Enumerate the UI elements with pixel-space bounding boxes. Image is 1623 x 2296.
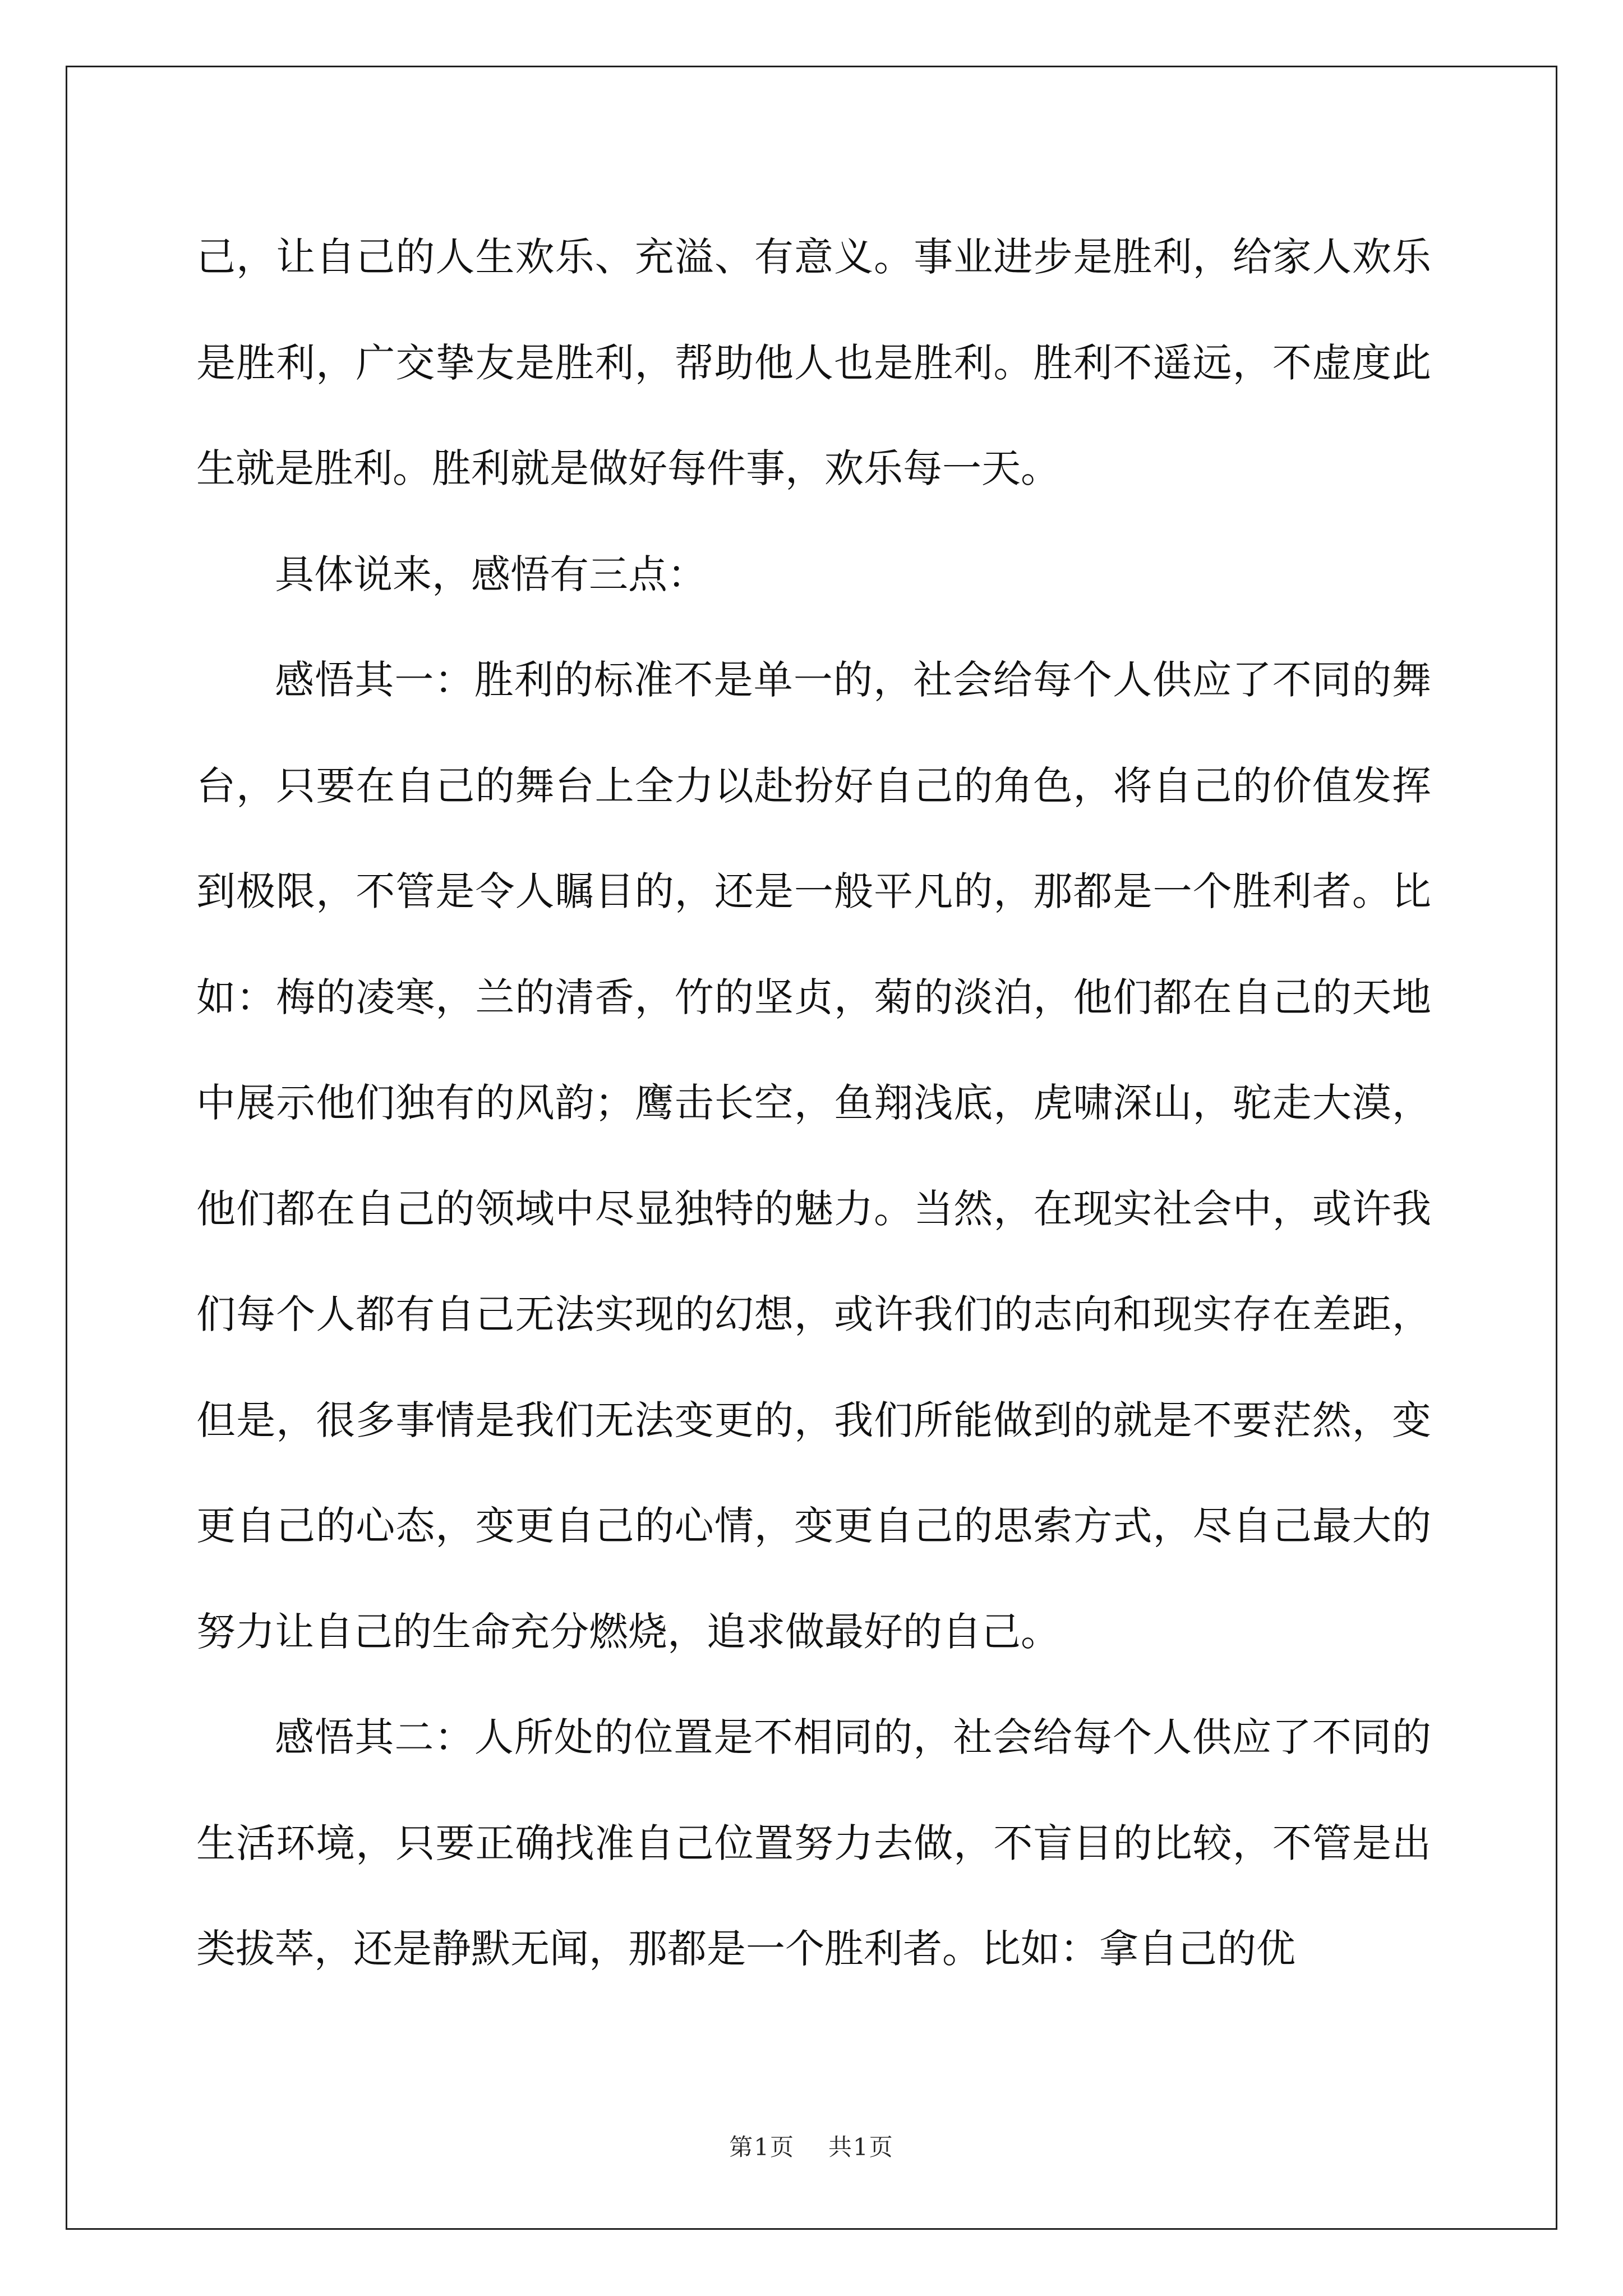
paragraph-4: 感悟其二：人所处的位置是不相同的，社会给每个人供应了不同的生活环境，只要正确找准自己位置努力去做，不盲目的比较，不管是出类拔萃，还是静默无闻，那都是一个胜利者。比如：拿自己的优 (196, 1714, 1431, 1972)
page-number-current: 第1页 (729, 2133, 795, 2161)
paragraph-2: 具体说来，感悟有三点： (275, 551, 707, 597)
page-footer (0, 2129, 1623, 2162)
paragraph-1: 己，让自己的人生欢乐、充溢、有意义。事业进步是胜利，给家人欢乐是胜利，广交挚友是胜利，帮助他人也是胜利。胜利不遥远，不虚度此生就是胜利。胜利就是做好每件事，欢乐每一天。 (196, 234, 1431, 491)
paragraph-3: 感悟其一：胜利的标准不是单一的，社会给每个人供应了不同的舞台，只要在自己的舞台上全力以赴扮好自己的角色，将自己的价值发挥到极限，不管是令人瞩目的，还是一般平凡的，那都是一个胜利者。比如：梅的凌寒，兰的清香，竹的坚贞，菊的淡泊，他们都在自己的天地中展示他们独有的风韵；鹰击长空，鱼翔浅底，虎啸深山，驼走大漠，他们都在自己的领域中尽显独特的魅力。当然，在现实社会中，或许我们每个人都有自己无法实现的幻想，或许我们的志向和现实存在差距，但是，很多事情是我们无法变更的，我们所能做到的就是不要茫然，变更自己的心态，变更自己的心情，变更自己的思索方式，尽自己最大的努力让自己的生命充分燃烧，追求做最好的自己。 (196, 657, 1431, 1655)
page-number-total: 共1页 (828, 2133, 894, 2161)
document-body (196, 204, 1431, 2002)
